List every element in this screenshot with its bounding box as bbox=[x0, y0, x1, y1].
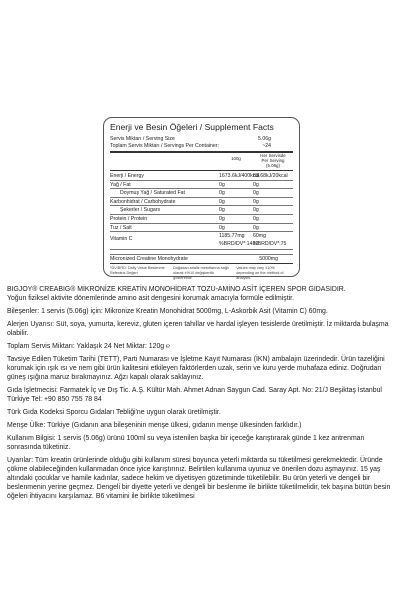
nutrient-row bbox=[110, 206, 293, 215]
per-serving-line1: Her Servisde bbox=[260, 153, 286, 159]
vitamin-c-100g-dv: %BRD/DV*:1482 bbox=[219, 240, 259, 247]
servings-label: Toplam Servis Miktarı / Servings Per Container: bbox=[110, 142, 219, 149]
nutrient-label: Doymuş Yağ / Saturated Fat bbox=[120, 190, 185, 197]
nutrient-serving: 0g bbox=[253, 190, 259, 197]
creatine-row bbox=[110, 255, 293, 265]
col-per-serving-header bbox=[253, 154, 293, 169]
per-serving-line2: Per Serving bbox=[261, 158, 285, 164]
footnotes bbox=[110, 266, 293, 280]
per-serving-line3: (5.06g) bbox=[266, 163, 280, 168]
creatine-label: Micronized Creatine Monohydrate bbox=[110, 255, 188, 262]
nutrient-label: Şekerler / Sugars bbox=[120, 207, 161, 214]
nutrient-serving: 0g bbox=[253, 216, 259, 223]
nutrient-row bbox=[110, 224, 293, 233]
product-description bbox=[7, 285, 397, 505]
serving-size-row bbox=[110, 136, 293, 143]
supplement-facts-panel bbox=[103, 117, 300, 280]
storage-info: Tavsiye Edilen Tüketim Tarihi (TETT), Parti Numarası ve İşletme Kayıt Numarası (İKN) ambalajın üzerindedir. Ürün tazeliğini korumak için ışık ısı ve nem gibi ürün kalitesini etkileyen faktörlerden uzak, serin ve kuru yerde muhafaza ediniz. Doğrudan güneş ışığına maruz bırakmayınız. Ağzı kapalı olarak saklayınız. bbox=[7, 356, 385, 381]
vitamin-c-row bbox=[110, 232, 293, 249]
nutrient-label: Yağ / Fat bbox=[110, 181, 131, 188]
ingredients: Bileşenler: 1 servis (5.06g) için: Mikronize Kreatin Monohidrat 5000mg, L-Askorbik Asit (Vitamin C) 60mg. bbox=[7, 308, 328, 315]
nutrient-serving: 0g bbox=[253, 207, 259, 214]
nutrient-100g: 1673.6kJ/400kcal bbox=[219, 172, 260, 179]
vitamin-c-serving-dv: %BRD/DV*:75 bbox=[253, 240, 287, 247]
usage-info: Kullanım Bilgisi: 1 servis (5.06g) ürünü 100ml su veya istenilen başka bir içeceğe karıştırarak günde 1 kez antrenman sonrasında tüketiniz. bbox=[7, 435, 365, 451]
net-quantity: Toplam Servis Miktarı: Yaklaşık 24 Net Miktar: 120g ℮ bbox=[7, 343, 171, 350]
nutrient-rows bbox=[110, 172, 293, 233]
nutrient-serving: 0g bbox=[253, 181, 259, 188]
product-purpose: Yoğun fiziksel aktivite dönemlerinde amino asit dengesini korumak amacıyla formüle edilmiştir. bbox=[7, 295, 294, 302]
footnote-dv: *DV/BRD: Daily Value Beslenme Referans Değeri bbox=[110, 266, 165, 275]
serving-size-value: 5.06g bbox=[258, 136, 271, 142]
servings-row bbox=[110, 143, 293, 150]
vitamin-c-label: Vitamin C bbox=[110, 236, 133, 243]
creatine-value: 5000mg bbox=[259, 255, 278, 262]
vitamin-c-serving-amount: 60mg bbox=[253, 233, 266, 240]
nutrient-100g: 0g bbox=[219, 207, 225, 214]
nutrient-label: Karbonhidrat / Carbohydrate bbox=[110, 198, 176, 205]
nutrient-100g: 0g bbox=[219, 181, 225, 188]
nutrient-label: Tuz / Salt bbox=[110, 224, 132, 231]
divider-mid bbox=[110, 170, 293, 171]
column-headers bbox=[110, 154, 293, 169]
nutrient-100g: 0g bbox=[219, 224, 225, 231]
servings-value: ~24 bbox=[262, 142, 271, 149]
vitamin-c-100g bbox=[219, 232, 259, 248]
nutrient-row bbox=[110, 181, 293, 190]
serving-size-label: Servis Miktarı / Serving Size bbox=[110, 136, 175, 142]
vitamin-c-serving bbox=[253, 232, 293, 248]
nutrient-serving: 0g bbox=[253, 224, 259, 231]
nutrient-serving: 83.68kJ/20kcal bbox=[253, 172, 288, 179]
country-of-origin: Menşe Ülke: Türkiye (Gıdanın ana bileşeninin menşe ülkesi, gıdanın menşe ülkesinden farklıdır.) bbox=[7, 422, 302, 429]
nutrient-100g: 0g bbox=[219, 216, 225, 223]
regulation-note: Türk Gıda Kodeksi Sporcu Gıdaları Tebliği'ne uygun olarak üretilmiştir. bbox=[7, 409, 221, 416]
panel-title: Enerji ve Besin Öğeleri / Supplement Facts bbox=[110, 122, 274, 132]
nutrient-row bbox=[110, 198, 293, 207]
nutrient-100g: 0g bbox=[219, 198, 225, 205]
nutrient-serving: 0g bbox=[253, 198, 259, 205]
allergen-warning: Alerjen Uyarısı: Süt, soya, yumurta, kereviz, gluten içeren tahıllar ve hardal işleyen tesislerde üretilmiştir. İz miktarda bulaşma olabilir. bbox=[7, 321, 389, 337]
warnings: Uyarılar: Tüm kreatin ürünlerinde olduğu gibi kullanım süresi boyunca yeterli miktarda su tüketilmesi gerekmektedir. Üründe çökme olabileceğinden kullanmadan önce iyice karıştırınız. Belirtilen kullanıma uyunuz ve önerilen dozu aşmayınız. 15 yaş altındaki çocuklar ve hamile kadınlar, sadece hekim ve diyetisyen gözetiminde tüketilebilir. Bu ürün yeterli ve dengeli bir beslenmenin yerine geçmez. Dengeli bir diyette yeterli ve dengeli bir beslenme ile birlikte tüketilmelidir, tek başına bütün besin öğeleri ihtiyacını karşılamaz. B6 vitamini ile birlikte tüketilmesi bbox=[7, 457, 391, 500]
nutrient-row bbox=[110, 215, 293, 224]
col-100g-header: 100g bbox=[231, 156, 241, 162]
nutrient-row bbox=[110, 189, 293, 198]
nutrient-100g: 0g bbox=[219, 190, 225, 197]
food-operator: Gıda İşletmecisi: Farmatek İç ve Dış Tic. A.Ş. Kültür Mah. Ahmet Adnan Saygun Cad. Saray Apt. No: 21/J Beşiktaş İstanbul Türkiye Tel: +90 850 755 78 84 bbox=[7, 387, 382, 403]
product-heading: BIGJOY® CREABIG® MİKRONİZE KREATİN MONOHİDRAT TOZU-AMİNO ASİT İÇEREN SPOR GIDASIDIR. bbox=[7, 286, 346, 293]
nutrient-label: Enerji / Energy bbox=[110, 172, 145, 179]
nutrient-label: Protein / Protein bbox=[110, 216, 148, 223]
nutrient-row bbox=[110, 172, 293, 181]
footnote-variance-tr: Doğadan analiz metotlarına bağlı olarak ±%10 değişkenlik gösterebilir. bbox=[173, 266, 229, 280]
footnote-variance-en: Values may vary ±10% depending on the method of analysis. bbox=[236, 266, 284, 280]
vitamin-c-100g-amount: 1185.77mg bbox=[219, 233, 245, 240]
